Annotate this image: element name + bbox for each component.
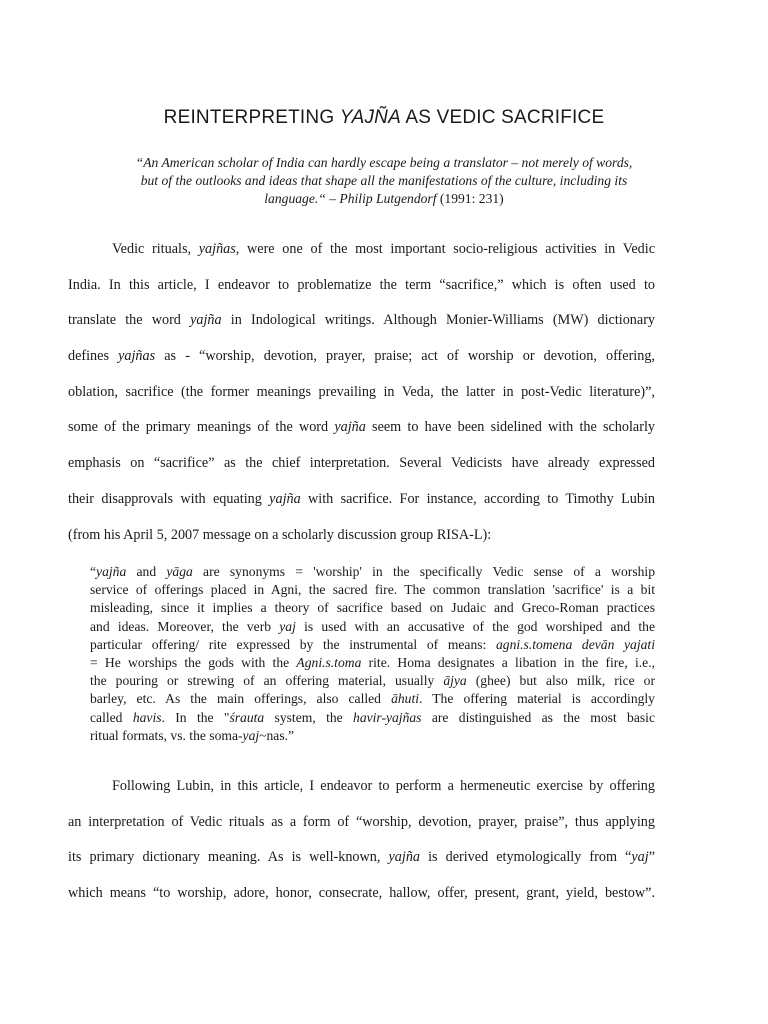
quote-line: misleading, since it implies a theory of sacrifice based on Judaic and Greco-Roman practices (90, 600, 655, 616)
page-title (0, 107, 768, 129)
paragraph-line: (from his April 5, 2007 message on a scholarly discussion group RISA-L): (68, 526, 492, 543)
paragraph-line: an interpretation of Vedic rituals as a form of “worship, devotion, prayer, praise”, thus applying (68, 813, 655, 830)
quote-line: called havis. In the "śrauta system, the havir-yajñas are distinguished as the most basic (90, 709, 655, 725)
epigraph (90, 154, 678, 208)
title-italic-term: YAJÑA (339, 107, 401, 128)
title-text: REINTERPRETING (163, 107, 340, 128)
quote-line: = He worships the gods with the Agni.s.toma rite. Homa designates a libation in the fire, i.e., (90, 655, 655, 671)
epigraph-line (90, 190, 678, 208)
epigraph-line: but of the outlooks and ideas that shape all the manifestations of the culture, including its (140, 173, 628, 188)
title-text-end: AS VEDIC SACRIFICE (400, 107, 605, 128)
paragraph-following (68, 769, 655, 912)
paragraph-line: Vedic rituals, yajñas, were one of the most important socio-religious activities in Vedic (112, 241, 655, 257)
paragraph-line: translate the word yajña in Indological writings. Although Monier-Williams (MW) dictionary (68, 312, 656, 329)
quote-line: barley, etc. As the main offerings, also called āhuti. The offering material is accordingly (90, 691, 655, 707)
quote-line: particular offering/ rite expressed by the instrumental of means: agni.s.tomena devān yajati (90, 636, 655, 652)
paragraph-line: Following Lubin, in this article, I endeavor to perform a hermeneutic exercise by offering (112, 778, 655, 794)
paragraph-line: its primary dictionary meaning. As is well-known, yajña is derived etymologically from “yaj” (68, 849, 656, 866)
quote-line: ritual formats, vs. the soma-yaj~nas.” (90, 727, 295, 743)
paragraph-line: their disapprovals with equating yajña with sacrifice. For instance, according to Timothy Lubin (68, 490, 655, 507)
epigraph-attribution: language.“ – Philip Lutgendorf (264, 191, 437, 206)
epigraph-line: “An American scholar of India can hardly escape being a translator – not merely of words, (135, 155, 633, 170)
quote-line: service of offerings placed in Agni, the sacred fire. The common translation 'sacrifice' is a bit (90, 582, 655, 598)
quote-line: and ideas. Moreover, the verb yaj is used with an accusative of the god worshiped and the (90, 618, 655, 634)
block-quote (90, 563, 655, 745)
paragraph-intro (68, 232, 655, 553)
epigraph-citation: (1991: 231) (436, 191, 504, 206)
paragraph-line: which means “to worship, adore, honor, consecrate, hallow, offer, present, grant, yield, bestow”. (68, 885, 655, 902)
paragraph-line: some of the primary meanings of the word yajña seem to have been sidelined with the scholarly (68, 419, 655, 436)
paragraph-line: oblation, sacrifice (the former meanings prevailing in Veda, the latter in post-Vedic literature)”, (68, 383, 655, 400)
paragraph-line: defines yajñas as - “worship, devotion, prayer, praise; act of worship or devotion, offering, (68, 348, 655, 365)
paragraph-line: emphasis on “sacrifice” as the chief interpretation. Several Vedicists have already expressed (68, 455, 655, 472)
paragraph-line: India. In this article, I endeavor to problematize the term “sacrifice,” which is often used to (68, 276, 655, 293)
quote-line: the pouring or strewing of an offering material, usually ājya (ghee) but also milk, rice or (90, 673, 655, 689)
quote-line: “yajña and yāga are synonyms = 'worship' in the specifically Vedic sense of a worship (90, 564, 655, 579)
